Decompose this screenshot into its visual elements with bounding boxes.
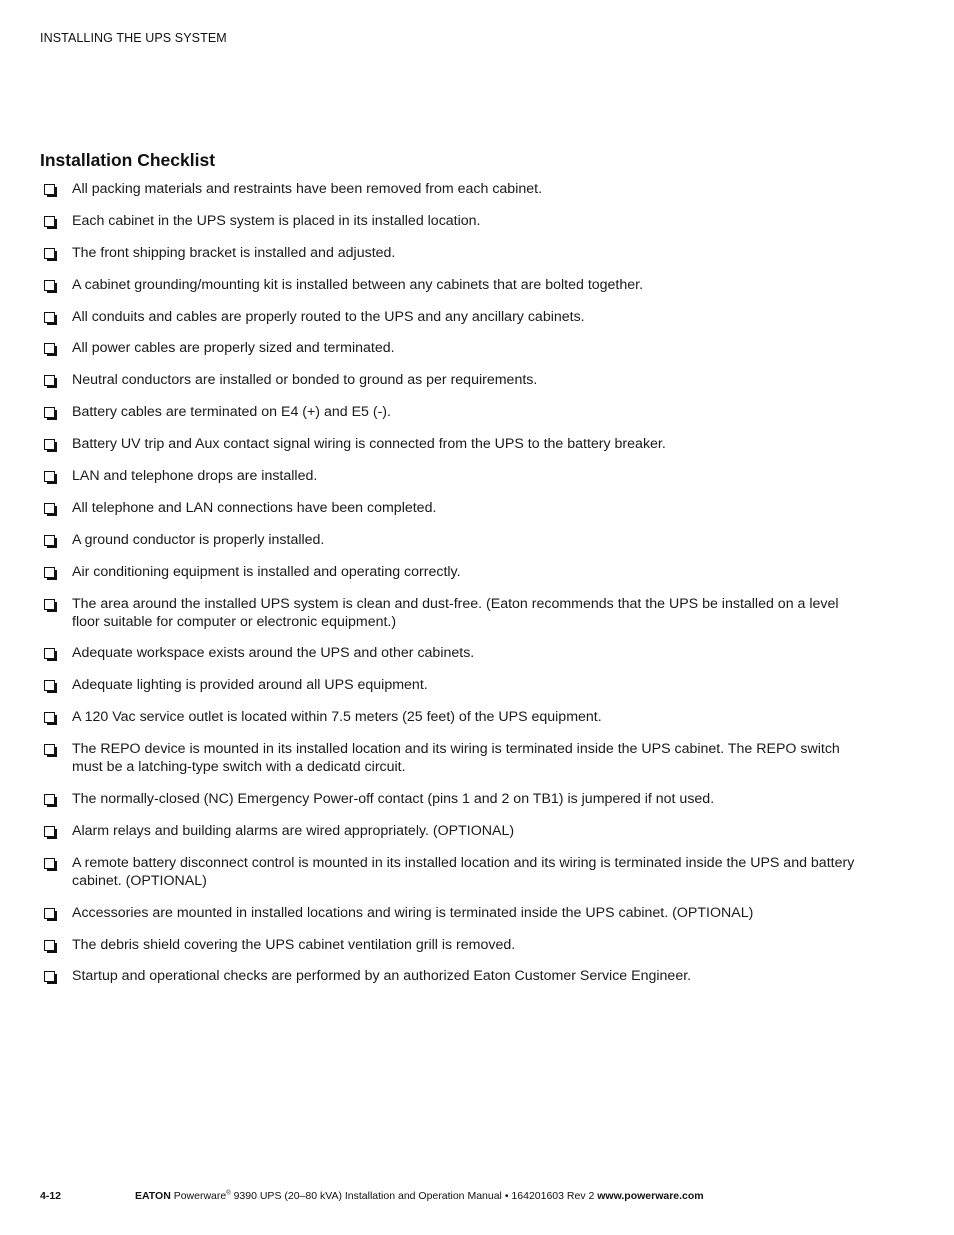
checklist-item	[44, 967, 864, 985]
checklist-item-text: The debris shield covering the UPS cabinet ventilation grill is removed.	[72, 936, 516, 953]
checklist-item-text: LAN and telephone drops are installed.	[72, 468, 318, 485]
checklist-item-text: The normally-closed (NC) Emergency Power-off contact (pins 1 and 2 on TB1) is jumpered if not used.	[72, 791, 715, 808]
checklist-item-text: Each cabinet in the UPS system is placed in its installed location.	[72, 212, 481, 229]
registered-mark: ®	[226, 1190, 231, 1197]
checklist-item-text: Adequate workspace exists around the UPS and other cabinets.	[72, 645, 475, 662]
checklist-item-text: Alarm relays and building alarms are wired appropriately. (OPTIONAL)	[72, 822, 515, 839]
checkbox-icon[interactable]	[44, 680, 55, 691]
checkbox-icon[interactable]	[44, 248, 55, 259]
checklist-item-text: Accessories are mounted in installed locations and wiring is terminated inside the UPS cabinet. (OPTIONAL)	[72, 904, 754, 921]
checkbox-icon[interactable]	[44, 407, 55, 418]
checkbox-icon[interactable]	[44, 535, 55, 546]
footer-product: Powerware	[173, 1190, 227, 1202]
checklist-item	[44, 467, 864, 485]
checklist-item	[44, 403, 864, 421]
footer-separator: •	[504, 1190, 509, 1202]
checkbox-icon[interactable]	[44, 712, 55, 723]
checklist-item-text: Neutral conductors are installed or bonded to ground as per requirements.	[72, 372, 538, 389]
checkbox-icon[interactable]	[44, 940, 55, 951]
checklist-item-text: Battery UV trip and Aux contact signal wiring is connected from the UPS to the battery breaker.	[72, 436, 666, 453]
footer-citation	[135, 1190, 704, 1202]
checklist-item	[44, 904, 864, 922]
checkbox-icon[interactable]	[44, 826, 55, 837]
checklist-item-text: Startup and operational checks are performed by an authorized Eaton Customer Service Engineer.	[72, 968, 692, 985]
checkbox-icon[interactable]	[44, 312, 55, 323]
checkbox-icon[interactable]	[44, 216, 55, 227]
checklist-item-text: All packing materials and restraints have been removed from each cabinet.	[72, 181, 543, 197]
checklist-item	[44, 212, 864, 230]
checklist-item-text: Air conditioning equipment is installed and operating correctly.	[72, 563, 461, 580]
running-header: INSTALLING THE UPS SYSTEM	[40, 31, 227, 45]
checkbox-icon[interactable]	[44, 599, 55, 610]
checklist-item-text: All telephone and LAN connections have been completed.	[72, 499, 437, 516]
checklist-item	[44, 790, 864, 808]
checklist-item	[44, 276, 864, 294]
checklist-item	[44, 531, 864, 549]
checklist-item-text: All conduits and cables are properly routed to the UPS and any ancillary cabinets.	[72, 308, 585, 325]
checkbox-icon[interactable]	[44, 858, 55, 869]
checklist-item	[44, 180, 864, 198]
checklist-item	[44, 936, 864, 954]
checklist-item	[44, 708, 864, 726]
checklist-item	[44, 435, 864, 453]
checklist-item	[44, 339, 864, 357]
footer-brand: EATON	[135, 1190, 171, 1202]
checklist-item	[44, 740, 864, 776]
checklist-item	[44, 308, 864, 326]
checkbox-icon[interactable]	[44, 184, 55, 195]
page-footer	[40, 1190, 914, 1204]
checklist-item-text: The area around the installed UPS system is clean and dust-free. (Eaton recommends that the UPS be installed on a level floor suitable for computer or electronic equipment.)	[72, 595, 839, 630]
checkbox-icon[interactable]	[44, 471, 55, 482]
checkbox-icon[interactable]	[44, 794, 55, 805]
checklist-item	[44, 644, 864, 662]
checklist-item-text: A remote battery disconnect control is mounted in its installed location and its wiring is terminated inside the UPS and battery cabinet. (OPTIONAL)	[72, 854, 855, 889]
checklist-item-text: All power cables are properly sized and terminated.	[72, 340, 395, 357]
checkbox-icon[interactable]	[44, 648, 55, 659]
page-number: 4-12	[40, 1190, 62, 1202]
checklist-item	[44, 244, 864, 262]
footer-manual-title: 9390 UPS (20–80 kVA) Installation and Operation Manual	[233, 1190, 502, 1202]
checklist-item-text: Adequate lighting is provided around all UPS equipment.	[72, 677, 428, 694]
checklist-item	[44, 563, 864, 581]
footer-url[interactable]: www.powerware.com	[597, 1190, 704, 1202]
checklist-item-text: A ground conductor is properly installed.	[72, 531, 325, 548]
checklist-item	[44, 822, 864, 840]
checkbox-icon[interactable]	[44, 375, 55, 386]
section-title: Installation Checklist	[40, 150, 216, 170]
checklist-item	[44, 371, 864, 389]
checkbox-icon[interactable]	[44, 280, 55, 291]
checklist-item-text: A 120 Vac service outlet is located within 7.5 meters (25 feet) of the UPS equipment.	[72, 709, 602, 726]
checklist-item-text: The REPO device is mounted in its installed location and its wiring is terminated inside the UPS cabinet. The REPO switch must be a latching-type switch with a dedicatd circuit.	[72, 741, 840, 776]
checkbox-icon[interactable]	[44, 503, 55, 514]
checkbox-icon[interactable]	[44, 744, 55, 755]
checklist-item	[44, 676, 864, 694]
checklist-item-text: The front shipping bracket is installed and adjusted.	[72, 244, 396, 261]
footer-doc-number: 164201603 Rev 2	[511, 1190, 595, 1202]
checklist-item	[44, 854, 864, 890]
checkbox-icon[interactable]	[44, 908, 55, 919]
checklist-item-text: Battery cables are terminated on E4 (+) and E5 (-).	[72, 404, 391, 421]
checkbox-icon[interactable]	[44, 343, 55, 354]
checklist-item	[44, 499, 864, 517]
checklist-item	[44, 595, 864, 631]
checkbox-icon[interactable]	[44, 567, 55, 578]
installation-checklist	[44, 180, 864, 999]
checkbox-icon[interactable]	[44, 439, 55, 450]
checklist-item-text: A cabinet grounding/mounting kit is installed between any cabinets that are bolted together.	[72, 276, 644, 293]
checkbox-icon[interactable]	[44, 971, 55, 982]
